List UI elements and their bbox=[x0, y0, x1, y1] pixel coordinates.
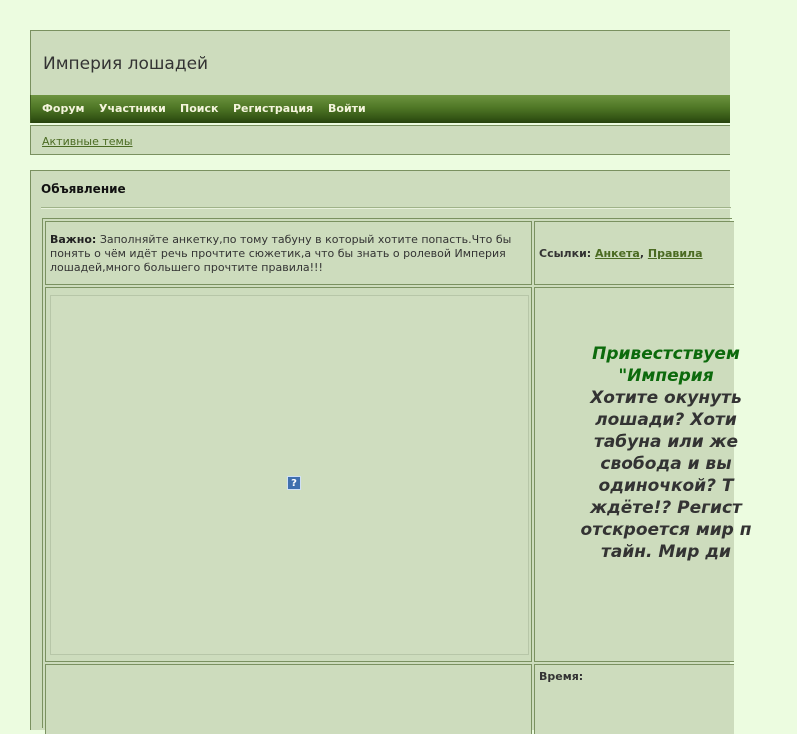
main-navbar bbox=[30, 95, 730, 123]
image-cell bbox=[45, 287, 532, 662]
welcome-line: свобода и вы bbox=[600, 454, 732, 474]
important-text: Заполняйте анкетку,по тому табуну в который хотите попасть.Что бы понять о чём идёт речь прочтите сюжетик,а что бы знать о ролевой Империя лошадей,много большего прочтите правила!!! bbox=[50, 233, 512, 274]
welcome-line: Привестствуем bbox=[592, 344, 740, 364]
time-label: Время: bbox=[539, 670, 584, 683]
rules-link[interactable]: Правила bbox=[647, 247, 703, 260]
links-cell bbox=[534, 221, 734, 285]
welcome-line: одиночкой? Т bbox=[598, 476, 734, 496]
nav-users[interactable]: Участники bbox=[99, 102, 166, 115]
links-separator: , bbox=[639, 247, 648, 260]
broken-image-icon: ? bbox=[287, 476, 301, 490]
anketa-link[interactable]: Анкета bbox=[595, 247, 640, 260]
site-title: Империя лошадей bbox=[43, 54, 209, 74]
nav-search[interactable]: Поиск bbox=[180, 102, 219, 115]
time-cell bbox=[534, 664, 734, 734]
active-topics-link[interactable]: Активные темы bbox=[42, 135, 133, 148]
bottom-left-cell bbox=[45, 664, 532, 734]
panel-divider bbox=[41, 207, 731, 209]
nav-register[interactable]: Регистрация bbox=[233, 102, 314, 115]
links-label: Ссылки: bbox=[539, 247, 592, 260]
welcome-line: ждёте!? Регист bbox=[590, 498, 742, 518]
nav-forum[interactable]: Форум bbox=[42, 102, 85, 115]
welcome-line: тайн. Мир ди bbox=[601, 542, 731, 562]
links-row bbox=[539, 247, 703, 260]
important-label: Важно: bbox=[50, 233, 97, 246]
important-cell bbox=[45, 221, 532, 285]
banner-image-frame bbox=[50, 295, 529, 655]
welcome-cell bbox=[534, 287, 752, 662]
welcome-line: Хотите окунуть bbox=[590, 388, 742, 408]
welcome-line: отскроется мир п bbox=[580, 520, 752, 540]
announcement-title: Объявление bbox=[41, 182, 126, 196]
welcome-line: "Империя bbox=[618, 366, 714, 386]
nav-login[interactable]: Войти bbox=[328, 102, 366, 115]
welcome-line: лошади? Хоти bbox=[595, 410, 737, 430]
welcome-line: табуна или же bbox=[593, 432, 739, 452]
sub-navbar bbox=[30, 125, 730, 155]
site-header bbox=[30, 30, 730, 95]
welcome-text bbox=[535, 343, 797, 563]
important-notice bbox=[50, 233, 525, 275]
